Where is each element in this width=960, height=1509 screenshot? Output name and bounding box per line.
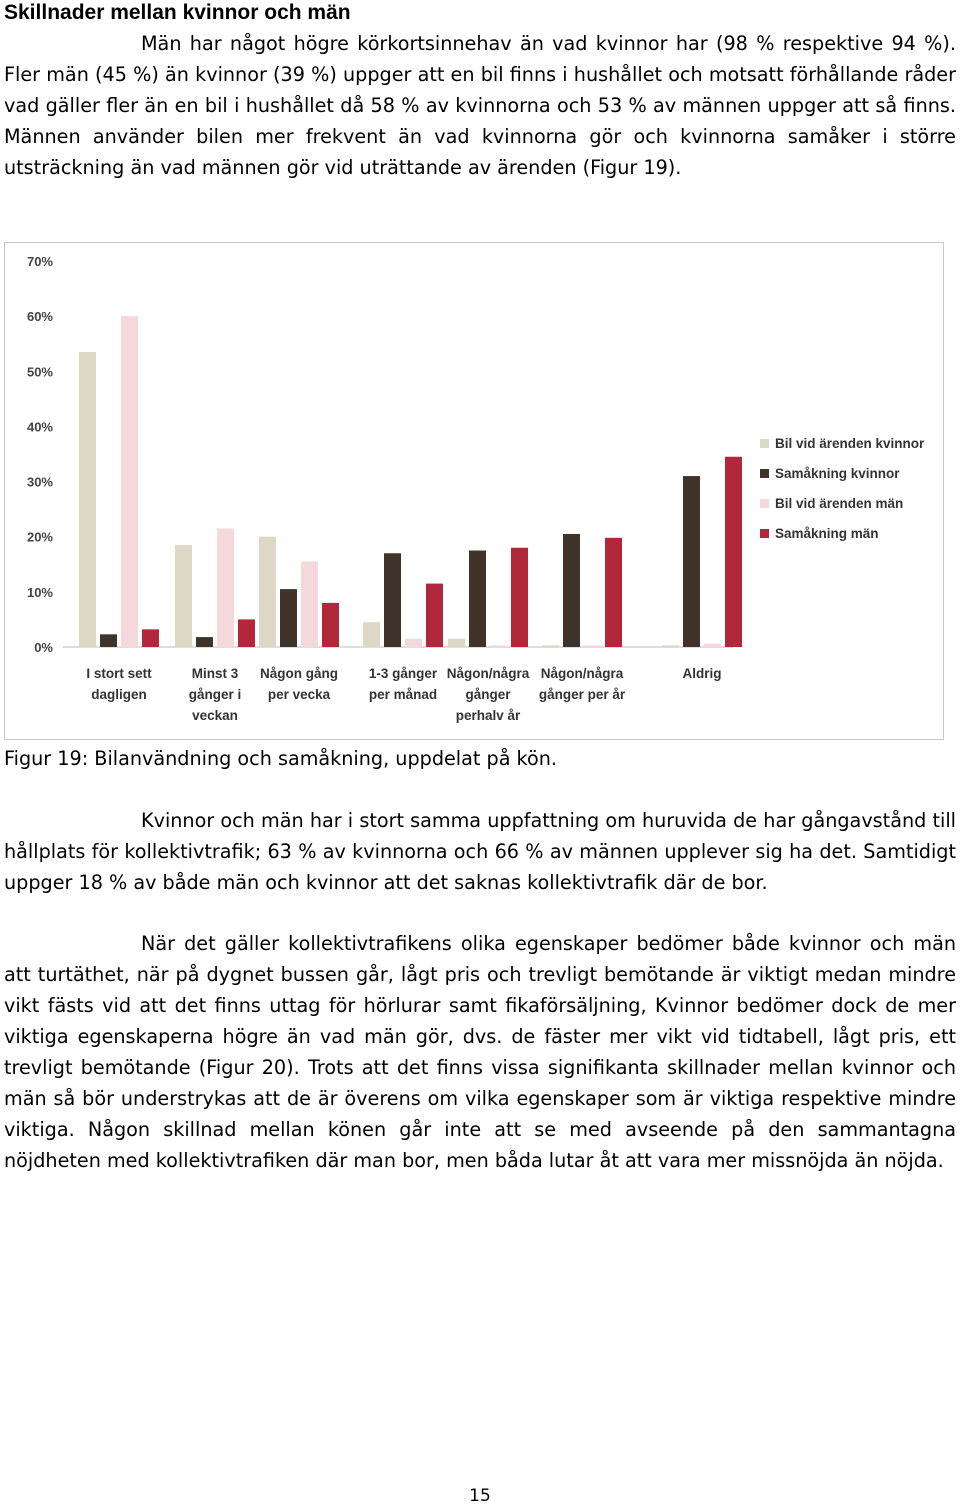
y-tick-label: 10% <box>26 584 53 600</box>
figure-19-chart <box>4 242 944 740</box>
bar <box>301 562 318 647</box>
bar <box>426 584 443 647</box>
bar <box>405 639 422 647</box>
x-tick-label: per vecka <box>267 687 331 702</box>
legend-swatch <box>760 499 769 508</box>
x-tick-label: I stort sett <box>86 666 152 681</box>
bar <box>662 645 679 647</box>
y-tick-label: 70% <box>26 254 53 269</box>
bar <box>79 352 96 647</box>
bar <box>490 645 507 647</box>
bar <box>100 634 117 647</box>
x-tick-label: Aldrig <box>682 666 722 681</box>
bar-chart <box>5 243 943 739</box>
bar <box>217 528 234 647</box>
legend-label: Bil vid ärenden kvinnor <box>775 436 925 451</box>
y-tick-label: 40% <box>26 419 53 435</box>
bar <box>196 637 213 647</box>
bar <box>605 538 622 647</box>
legend-swatch <box>760 469 769 478</box>
x-tick-label: per månad <box>368 687 438 702</box>
y-tick-label: 20% <box>26 529 53 545</box>
x-tick-label: Någon/några <box>540 666 624 681</box>
x-tick-label: Någon gång <box>260 666 338 681</box>
x-tick-label: perhalv år <box>455 708 521 723</box>
y-tick-label: 50% <box>26 364 53 380</box>
paragraph-transit-qualities: När det gäller kollektivtrafikens olika egenskaper bedömer både kvinnor och män att turtäthet, när på dygnet bussen går, lågt pris och trevligt bemötande är viktigt medan mindre vikt fästs vid att det finns uttag för hörlurar samt fikaförsäljning, Kvinnor bedömer dock de mer viktiga egenskaperna högre än vad män gör, dvs. de fäster mer vikt vid tidtabell, lågt pris, ett trevligt bemötande (Figur 20). Trots att det finns vissa signifikanta skillnader mellan kvinnor och män så bör understrykas att de är överens om vilka egenskaper som är viktiga respektive mindre viktiga. Någon skillnad mellan könen går inte att se med avseende på den sammantagna nöjdheten med kollektivtrafiken där man bor, men båda lutar åt att vara mer missnöjda än nöjda. <box>4 932 956 1172</box>
bar <box>704 644 721 647</box>
x-tick-label: gånger <box>465 687 511 702</box>
x-tick-label: veckan <box>192 708 238 723</box>
legend-label: Samåkning män <box>775 526 879 541</box>
bar <box>448 639 465 647</box>
bar <box>511 548 528 647</box>
bar <box>384 553 401 647</box>
bar <box>683 476 700 647</box>
y-tick-label: 30% <box>26 474 53 490</box>
bar <box>142 629 159 647</box>
bar <box>725 457 742 647</box>
section-heading: Skillnader mellan kvinnor och män <box>4 1 351 24</box>
legend-label: Bil vid ärenden män <box>775 496 904 511</box>
bar <box>322 603 339 647</box>
bar <box>563 534 580 647</box>
figure-caption: Figur 19: Bilanvändning och samåkning, uppdelat på kön. <box>4 747 557 770</box>
legend-swatch <box>760 439 769 448</box>
bar <box>363 622 380 647</box>
bar <box>542 645 559 647</box>
y-tick-label: 60% <box>26 309 53 325</box>
legend-label: Samåkning kvinnor <box>775 466 900 481</box>
y-tick-label: 0% <box>34 640 53 655</box>
x-tick-label: gånger per år <box>538 687 626 702</box>
x-tick-label: 1-3 gånger <box>368 666 438 681</box>
x-tick-label: gånger i <box>188 687 242 702</box>
page-number: 15 <box>469 1486 491 1506</box>
paragraph-license-car-use: Män har något högre körkortsinnehav än vad kvinnor har (98 % respektive 94 %). Fler män (45 %) än kvinnor (39 %) uppger att en bil finns i hushållet och motsatt förhållande råder vad gäller fler än en bil i hushållet då 58 % av kvinnorna och 53 % av männen uppger att så finns. Männen använder bilen mer frekvent än vad kvinnorna gör och kvinnorna samåker i större utsträckning än vad männen gör vid uträttande av ärenden (Figur 19). <box>4 32 956 179</box>
bar <box>175 545 192 647</box>
bar <box>121 316 138 647</box>
bar <box>280 589 297 647</box>
x-tick-label: Minst 3 <box>191 666 239 681</box>
bar <box>259 537 276 647</box>
bar <box>584 645 601 647</box>
paragraph-walking-distance: Kvinnor och män har i stort samma uppfattning om huruvida de har gångavstånd till hållplats för kollektivtrafik; 63 % av kvinnorna och 66 % av männen upplever sig ha det. Samtidigt uppger 18 % av både män och kvinnor att det saknas kollektivtrafik där de bor. <box>4 809 956 894</box>
x-tick-label: dagligen <box>91 687 147 702</box>
x-tick-label: Någon/några <box>446 666 530 681</box>
legend-swatch <box>760 529 769 538</box>
bar <box>238 619 255 647</box>
bar <box>469 551 486 648</box>
